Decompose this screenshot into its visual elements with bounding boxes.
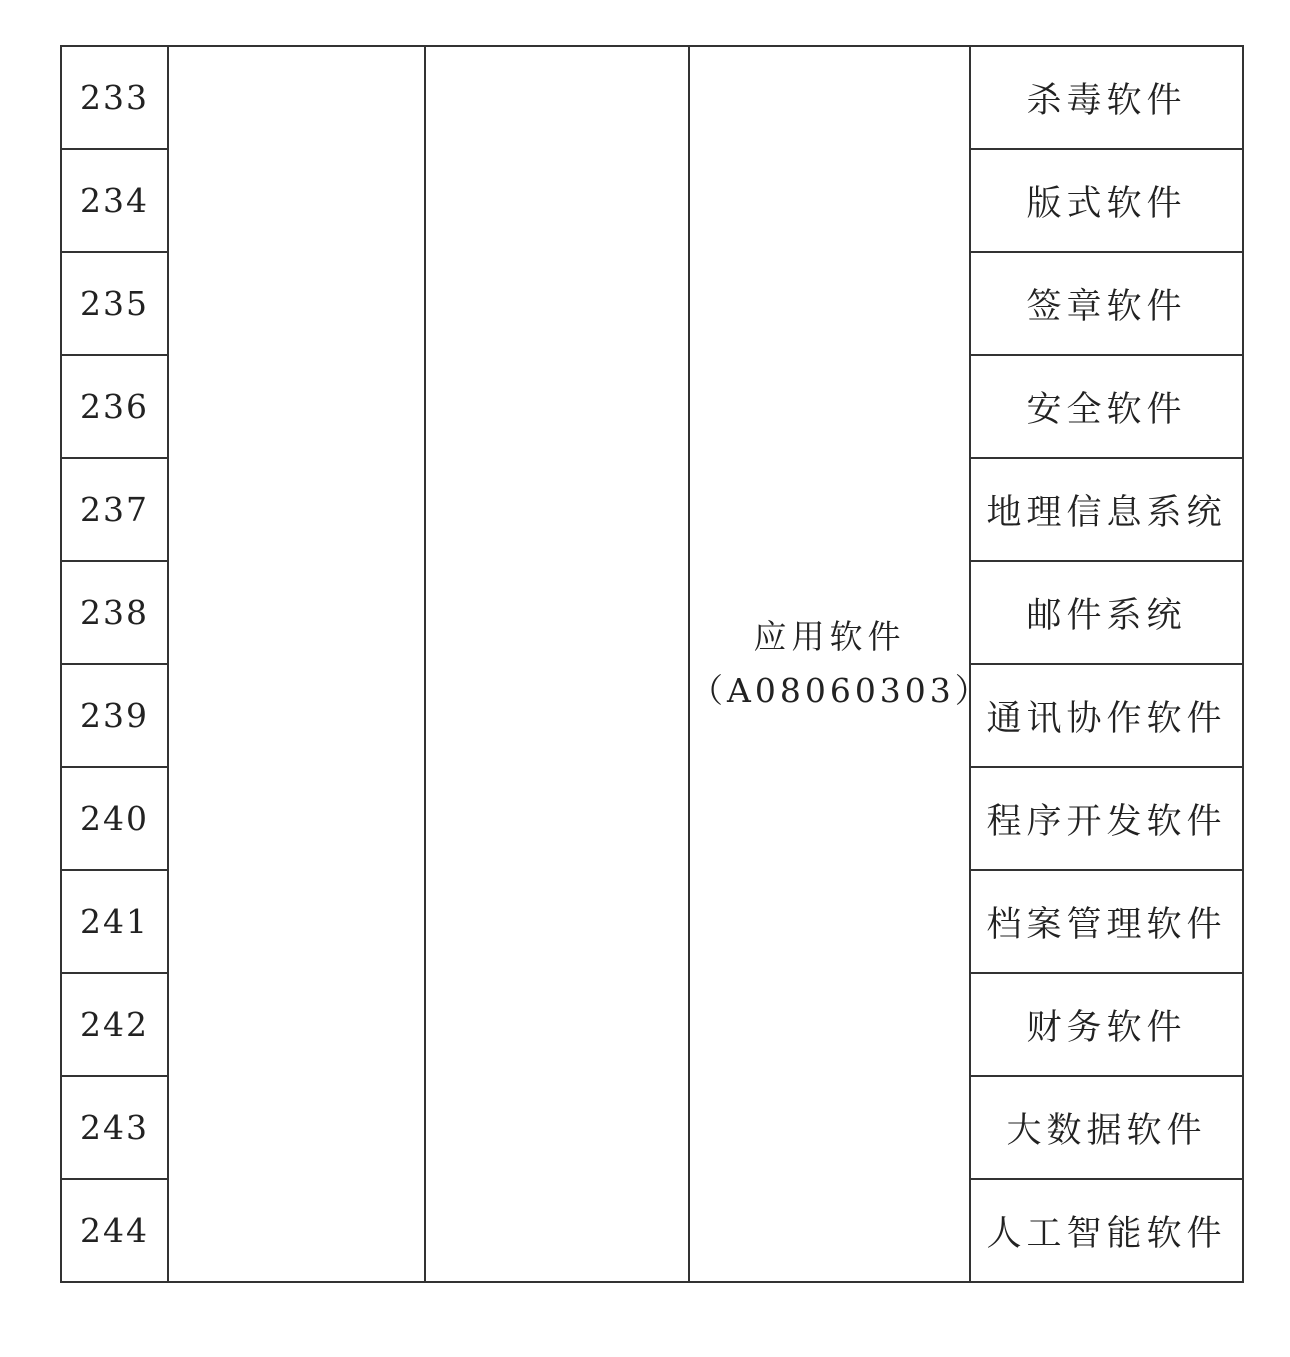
row-number: 244 [61, 1179, 168, 1282]
item-name: 人工智能软件 [970, 1179, 1243, 1282]
row-number: 243 [61, 1076, 168, 1179]
item-name: 安全软件 [970, 355, 1243, 458]
category-cell [689, 46, 992, 1282]
row-number: 233 [61, 46, 168, 149]
row-number: 236 [61, 355, 168, 458]
row-number: 240 [61, 767, 168, 870]
row-number: 242 [61, 973, 168, 1076]
item-name: 邮件系统 [970, 561, 1243, 664]
row-number: 241 [61, 870, 168, 973]
item-name: 签章软件 [970, 252, 1243, 355]
row-number: 235 [61, 252, 168, 355]
row-number: 237 [61, 458, 168, 561]
empty-column-1 [168, 46, 425, 1282]
item-name: 财务软件 [970, 973, 1243, 1076]
category-name: 应用软件 [753, 617, 906, 656]
item-name: 地理信息系统 [970, 458, 1243, 561]
item-name: 程序开发软件 [970, 767, 1243, 870]
catalog-table [60, 45, 1244, 1283]
empty-column-2 [425, 46, 689, 1282]
row-number: 234 [61, 149, 168, 252]
item-name: 杀毒软件 [970, 46, 1243, 149]
item-name: 版式软件 [970, 149, 1243, 252]
category-code: （A08060303） [690, 671, 992, 710]
table-row [61, 46, 1243, 149]
row-number: 239 [61, 664, 168, 767]
item-name: 档案管理软件 [970, 870, 1243, 973]
row-number: 238 [61, 561, 168, 664]
item-name: 通讯协作软件 [970, 664, 1243, 767]
item-name: 大数据软件 [970, 1076, 1243, 1179]
